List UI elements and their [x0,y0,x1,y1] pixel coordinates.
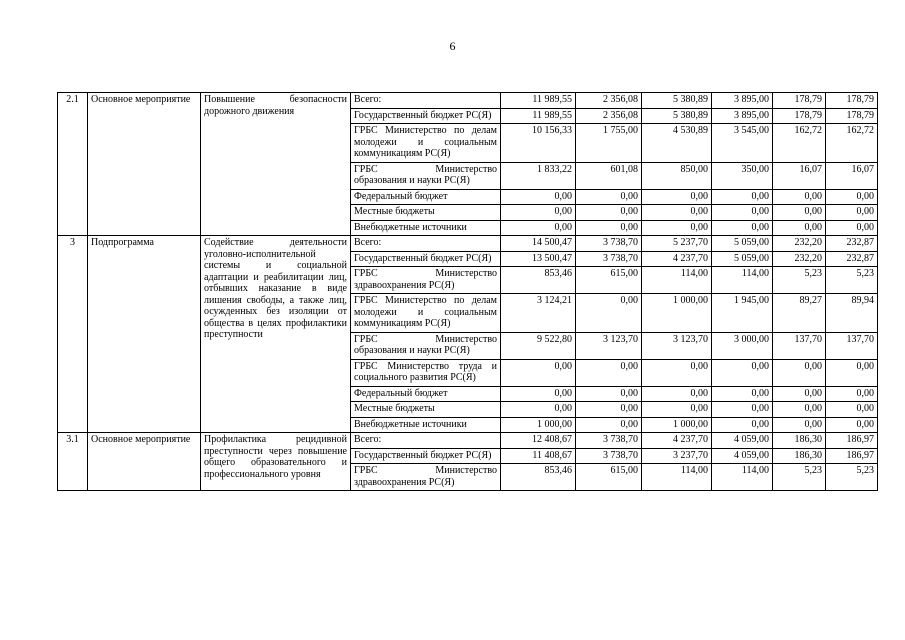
amount-cell: 0,00 [642,205,712,221]
amount-cell: 186,30 [773,448,826,464]
amount-cell: 0,00 [642,220,712,236]
funding-source: ГРБС Министерство здравоохранения РС(Я) [351,464,501,491]
amount-cell: 178,79 [773,108,826,124]
amount-cell: 0,00 [576,189,642,205]
amount-cell: 186,97 [826,448,878,464]
table-row [58,93,878,109]
amount-cell: 114,00 [642,464,712,491]
amount-cell: 232,87 [826,236,878,252]
amount-cell: 137,70 [773,332,826,359]
amount-cell: 4 530,89 [642,124,712,163]
amount-cell: 162,72 [826,124,878,163]
amount-cell: 0,00 [826,417,878,433]
amount-cell: 3 895,00 [712,108,773,124]
amount-cell: 178,79 [773,93,826,109]
amount-cell: 0,00 [712,205,773,221]
amount-cell: 0,00 [576,402,642,418]
amount-cell: 10 156,33 [501,124,576,163]
funding-source: ГРБС Министерство по делам молодежи и социальным коммуникациям РС(Я) [351,294,501,333]
amount-cell: 1 000,00 [642,294,712,333]
amount-cell: 186,97 [826,433,878,449]
amount-cell: 0,00 [773,417,826,433]
page-bottom-margin [0,593,905,640]
funding-source: ГРБС Министерство труда и социального развития РС(Я) [351,359,501,386]
amount-cell: 3 738,70 [576,448,642,464]
amount-cell: 0,00 [642,386,712,402]
amount-cell: 12 408,67 [501,433,576,449]
amount-cell: 5 059,00 [712,236,773,252]
amount-cell: 178,79 [826,93,878,109]
table-row [58,236,878,252]
amount-cell: 114,00 [712,267,773,294]
amount-cell: 5 380,89 [642,108,712,124]
amount-cell: 11 989,55 [501,93,576,109]
funding-source: ГРБС Министерство образования и науки РС(Я) [351,162,501,189]
amount-cell: 0,00 [576,359,642,386]
amount-cell: 0,00 [501,205,576,221]
amount-cell: 137,70 [826,332,878,359]
amount-cell: 853,46 [501,464,576,491]
row-type: Основное мероприятие [88,93,201,236]
amount-cell: 850,00 [642,162,712,189]
amount-cell: 114,00 [712,464,773,491]
funding-source: Федеральный бюджет [351,386,501,402]
amount-cell: 16,07 [826,162,878,189]
amount-cell: 1 755,00 [576,124,642,163]
amount-cell: 3 545,00 [712,124,773,163]
amount-cell: 0,00 [576,417,642,433]
amount-cell: 4 237,70 [642,251,712,267]
amount-cell: 0,00 [773,402,826,418]
amount-cell: 0,00 [826,189,878,205]
budget-table [57,92,878,491]
amount-cell: 615,00 [576,267,642,294]
table-row [58,433,878,449]
amount-cell: 1 000,00 [642,417,712,433]
amount-cell: 0,00 [712,386,773,402]
amount-cell: 0,00 [826,220,878,236]
amount-cell: 0,00 [642,402,712,418]
amount-cell: 0,00 [712,417,773,433]
amount-cell: 0,00 [642,189,712,205]
amount-cell: 0,00 [642,359,712,386]
amount-cell: 162,72 [773,124,826,163]
funding-source: Всего: [351,433,501,449]
amount-cell: 0,00 [501,359,576,386]
funding-source: Государственный бюджет РС(Я) [351,251,501,267]
amount-cell: 1 000,00 [501,417,576,433]
amount-cell: 3 237,70 [642,448,712,464]
amount-cell: 0,00 [773,359,826,386]
amount-cell: 601,08 [576,162,642,189]
amount-cell: 3 738,70 [576,251,642,267]
funding-source: Всего: [351,236,501,252]
amount-cell: 0,00 [773,220,826,236]
row-type: Основное мероприятие [88,433,201,491]
amount-cell: 853,46 [501,267,576,294]
row-description: Содействие деятельности уголовно-исполнительной системы и социальной адаптации и реабилитации лиц, отбывших наказание в виде лишения свободы, а также лиц, осужденных без изоляции от общества в целях профилактики преступности [201,236,351,433]
amount-cell: 3 738,70 [576,236,642,252]
amount-cell: 5,23 [826,267,878,294]
amount-cell: 5,23 [773,267,826,294]
funding-source: Местные бюджеты [351,205,501,221]
table-body [58,93,878,491]
amount-cell: 5 237,70 [642,236,712,252]
amount-cell: 3 123,70 [642,332,712,359]
funding-source: Внебюджетные источники [351,220,501,236]
amount-cell: 232,20 [773,236,826,252]
amount-cell: 0,00 [576,294,642,333]
amount-cell: 0,00 [576,205,642,221]
funding-source: Государственный бюджет РС(Я) [351,108,501,124]
amount-cell: 0,00 [826,359,878,386]
row-number: 3 [58,236,88,433]
amount-cell: 0,00 [501,189,576,205]
amount-cell: 5 059,00 [712,251,773,267]
page-number: 6 [449,39,456,53]
amount-cell: 178,79 [826,108,878,124]
amount-cell: 2 356,08 [576,93,642,109]
amount-cell: 14 500,47 [501,236,576,252]
amount-cell: 4 059,00 [712,448,773,464]
amount-cell: 3 000,00 [712,332,773,359]
funding-source: Государственный бюджет РС(Я) [351,448,501,464]
amount-cell: 0,00 [501,402,576,418]
amount-cell: 5 380,89 [642,93,712,109]
amount-cell: 0,00 [826,205,878,221]
amount-cell: 4 237,70 [642,433,712,449]
row-number: 2.1 [58,93,88,236]
amount-cell: 0,00 [712,402,773,418]
amount-cell: 13 500,47 [501,251,576,267]
amount-cell: 3 895,00 [712,93,773,109]
row-number: 3.1 [58,433,88,491]
funding-source: ГРБС Министерство образования и науки РС(Я) [351,332,501,359]
amount-cell: 9 522,80 [501,332,576,359]
amount-cell: 0,00 [576,220,642,236]
amount-cell: 1 945,00 [712,294,773,333]
amount-cell: 114,00 [642,267,712,294]
amount-cell: 3 123,70 [576,332,642,359]
funding-source: ГРБС Министерство по делам молодежи и социальным коммуникациям РС(Я) [351,124,501,163]
amount-cell: 0,00 [826,386,878,402]
amount-cell: 615,00 [576,464,642,491]
amount-cell: 0,00 [576,386,642,402]
amount-cell: 0,00 [826,402,878,418]
row-description: Профилактика рецидивной преступности через повышение общего образовательного и профессионального уровня [201,433,351,491]
amount-cell: 186,30 [773,433,826,449]
amount-cell: 4 059,00 [712,433,773,449]
amount-cell: 3 738,70 [576,433,642,449]
amount-cell: 3 124,21 [501,294,576,333]
amount-cell: 89,27 [773,294,826,333]
funding-source: Всего: [351,93,501,109]
amount-cell: 89,94 [826,294,878,333]
funding-source: Внебюджетные источники [351,417,501,433]
amount-cell: 350,00 [712,162,773,189]
amount-cell: 0,00 [501,386,576,402]
amount-cell: 232,87 [826,251,878,267]
amount-cell: 1 833,22 [501,162,576,189]
amount-cell: 232,20 [773,251,826,267]
amount-cell: 11 989,55 [501,108,576,124]
amount-cell: 16,07 [773,162,826,189]
row-type: Подпрограмма [88,236,201,433]
funding-source: ГРБС Министерство здравоохранения РС(Я) [351,267,501,294]
amount-cell: 0,00 [712,189,773,205]
amount-cell: 5,23 [826,464,878,491]
funding-source: Федеральный бюджет [351,189,501,205]
amount-cell: 11 408,67 [501,448,576,464]
amount-cell: 2 356,08 [576,108,642,124]
amount-cell: 5,23 [773,464,826,491]
amount-cell: 0,00 [712,220,773,236]
amount-cell: 0,00 [773,386,826,402]
funding-source: Местные бюджеты [351,402,501,418]
amount-cell: 0,00 [773,189,826,205]
amount-cell: 0,00 [773,205,826,221]
row-description: Повышение безопасности дорожного движения [201,93,351,236]
amount-cell: 0,00 [712,359,773,386]
amount-cell: 0,00 [501,220,576,236]
